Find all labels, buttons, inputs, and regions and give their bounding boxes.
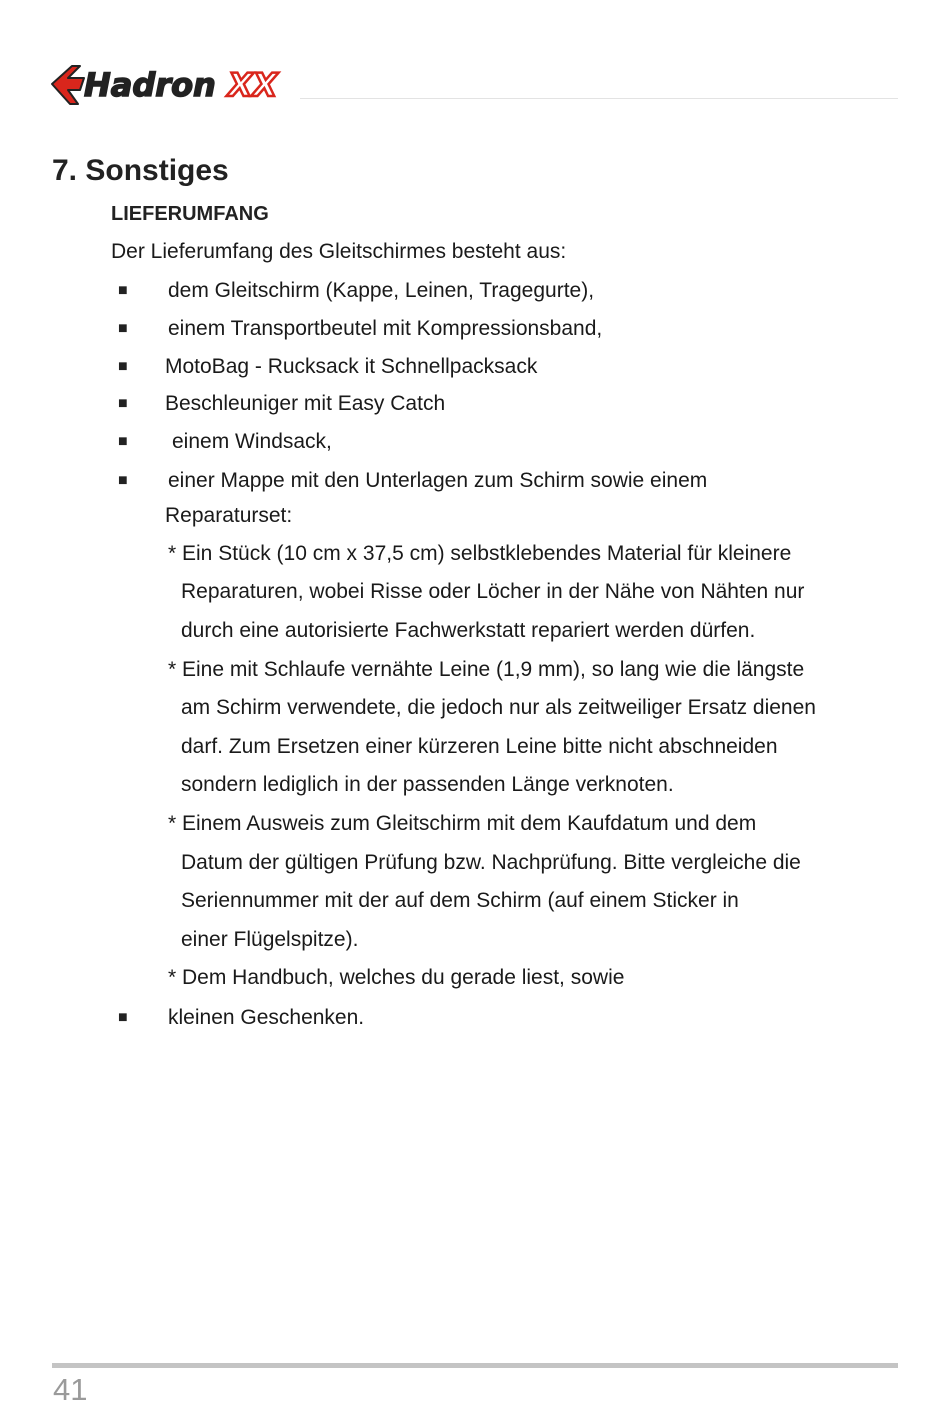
bullet-square-icon: ■ xyxy=(118,472,128,489)
bullet-square-icon: ■ xyxy=(118,358,128,375)
subsection-title: LIEFERUMFANG xyxy=(111,203,269,225)
list-item-text: dem Gleitschirm (Kappe, Leinen, Tragegurte), xyxy=(168,279,595,302)
list-item-continuation: Reparaturset: xyxy=(165,504,293,527)
footer-divider xyxy=(52,1363,898,1368)
list-item-text: MotoBag - Rucksack it Schnellpacksack xyxy=(165,355,538,378)
list-item-text: einer Mappe mit den Unterlagen zum Schirm sowie einem xyxy=(168,469,708,492)
hadron-xx-logo xyxy=(50,62,298,108)
svg-text:XX: XX xyxy=(228,66,278,104)
intro-text: Der Lieferumfang des Gleitschirmes besteht aus: xyxy=(111,240,567,263)
sub-item-line: Reparaturen, wobei Risse oder Löcher in der Nähe von Nähten nur xyxy=(181,580,805,603)
bullet-square-icon: ■ xyxy=(118,320,128,337)
sub-item-line: am Schirm verwendete, die jedoch nur als zeitweiliger Ersatz dienen xyxy=(181,696,816,719)
list-item-text: einem Windsack, xyxy=(172,430,332,453)
list-item-text: kleinen Geschenken. xyxy=(168,1006,365,1029)
list-item-text: Beschleuniger mit Easy Catch xyxy=(165,392,446,415)
header-divider xyxy=(300,98,898,99)
sub-item-line: * Eine mit Schlaufe vernähte Leine (1,9 mm), so lang wie die längste xyxy=(168,658,805,681)
sub-item-line: durch eine autorisierte Fachwerkstatt repariert werden dürfen. xyxy=(181,619,756,642)
list-item-text: einem Transportbeutel mit Kompressionsband, xyxy=(168,317,603,340)
bullet-square-icon: ■ xyxy=(118,395,128,412)
page-header xyxy=(0,0,950,110)
page-number: 41 xyxy=(53,1372,88,1407)
sub-item-line: sondern lediglich in der passenden Länge verknoten. xyxy=(181,773,674,796)
sub-item-line: * Dem Handbuch, welches du gerade liest, sowie xyxy=(168,966,625,989)
sub-item-line: * Ein Stück (10 cm x 37,5 cm) selbstklebendes Material für kleinere xyxy=(168,542,792,565)
sub-item-line: darf. Zum Ersetzen einer kürzeren Leine bitte nicht abschneiden xyxy=(181,735,778,758)
sub-item-line: * Einem Ausweis zum Gleitschirm mit dem Kaufdatum und dem xyxy=(168,812,757,835)
sub-item-line: Seriennummer mit der auf dem Schirm (auf einem Sticker in xyxy=(181,889,739,912)
section-title: 7. Sonstiges xyxy=(52,154,229,187)
bullet-square-icon: ■ xyxy=(118,433,128,450)
bullet-square-icon: ■ xyxy=(118,282,128,299)
sub-item-line: einer Flügelspitze). xyxy=(181,928,359,951)
svg-text:Hadron: Hadron xyxy=(84,66,216,104)
sub-item-line: Datum der gültigen Prüfung bzw. Nachprüfung. Bitte vergleiche die xyxy=(181,851,801,874)
bullet-square-icon: ■ xyxy=(118,1009,128,1026)
